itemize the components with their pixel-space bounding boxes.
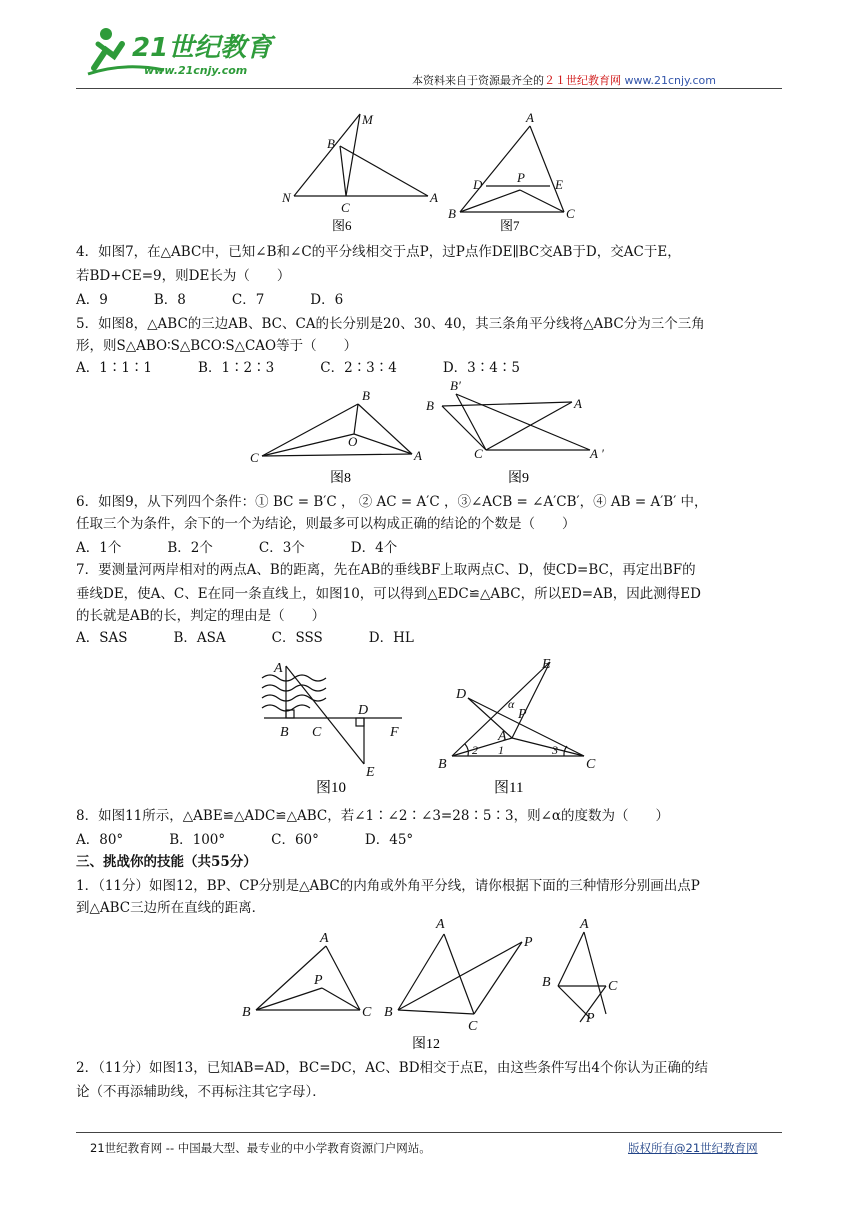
q8-option-b: B．100° — [169, 832, 226, 848]
figure-8-9 — [244, 378, 614, 490]
fig11-label-1: 1 — [498, 743, 504, 757]
q4-text-2: 若BD+CE=9，则DE长为（ ） — [76, 268, 291, 284]
header-source: 本资料来自于资源最齐全的２１世纪教育网 www.21cnjy.com — [412, 74, 716, 87]
q4-option-c: C．7 — [231, 292, 265, 308]
fig8-label-B: B — [362, 388, 370, 403]
fig9-caption: 图9 — [508, 471, 529, 486]
s1-text-1: 1．（11分）如图12，BP、CP分别是△ABC的内角或外角平分线，请你根据下面的三种情形分别画出点P — [76, 878, 700, 894]
fig12b-label-C: C — [468, 1019, 478, 1034]
fig10-label-A: A — [274, 661, 283, 676]
s2-text-2: 论（不再添辅助线，不再标注其它字母）． — [76, 1084, 326, 1100]
fig7-label-A: A — [526, 110, 534, 125]
q4-text-1: 4．如图7，在△ABC中，已知∠B和∠C的平分线相交于点P，过P点作DE∥BC交AB于D，交AC于E， — [76, 244, 681, 260]
site-logo — [84, 14, 284, 84]
fig12b-label-B: B — [384, 1005, 393, 1020]
fig11-label-3: 3 — [552, 743, 558, 757]
figure-6-7 — [270, 108, 610, 232]
q6-text-1: 6．如图9，从下列四个条件：① BC = B′C ， ② AC = A′C ，③∠ACB = ∠A′CB′，④ AB = A′B′ 中， — [76, 494, 708, 510]
fig12b-label-P: P — [524, 935, 533, 950]
q4-option-b: B．8 — [153, 292, 186, 308]
header-rule — [76, 88, 782, 89]
logo-text: 21世纪教育 — [132, 33, 273, 63]
fig12b-label-A: A — [436, 917, 445, 932]
fig12a-label-A: A — [320, 931, 329, 946]
fig12a-label-C: C — [362, 1005, 372, 1020]
q7-text-3: 的长就是AB的长，判定的理由是（ ） — [76, 608, 326, 624]
fig9-label-B-prime: B′ — [450, 378, 461, 393]
fig10-caption: 图10 — [316, 780, 347, 796]
figure-12 — [234, 914, 624, 1054]
fig12a-label-B: B — [242, 1005, 251, 1020]
figure-10-11 — [246, 652, 616, 800]
fig11-label-alpha: α — [508, 697, 515, 711]
q8-option-d: D．45° — [364, 832, 414, 848]
q8-options — [76, 830, 459, 850]
fig6-label-B: B — [327, 136, 335, 151]
q5-option-b: B．1∶2∶3 — [198, 360, 275, 376]
q8-option-c: C．60° — [271, 832, 319, 848]
q6-options — [76, 538, 443, 558]
q6-text-2: 任取三个为条件，余下的一个为结论，则最多可以构成正确的结论的个数是（ ） — [76, 516, 576, 532]
fig12c-label-C: C — [608, 979, 618, 994]
fig6-label-C: C — [341, 200, 350, 215]
fig11-label-B: B — [438, 757, 447, 772]
q7-option-a: A．SAS — [76, 630, 128, 646]
fig11-caption: 图11 — [494, 780, 524, 796]
fig10-label-F: F — [390, 725, 399, 740]
fig12a-label-P: P — [314, 973, 323, 988]
fig11-label-2: 2 — [472, 743, 478, 757]
fig8-label-A: A — [414, 448, 422, 463]
q6-option-a: A．1个 — [76, 540, 122, 556]
fig12-caption: 图12 — [412, 1037, 440, 1052]
q4-options — [76, 290, 389, 310]
q6-option-b: B．2个 — [167, 540, 213, 556]
fig12c-label-A: A — [580, 917, 589, 932]
q8-option-a: A．80° — [76, 832, 124, 848]
fig7-caption: 图7 — [500, 218, 520, 232]
fig7-label-D: D — [473, 177, 483, 192]
fig7-label-P: P — [517, 170, 525, 185]
fig11-label-E: E — [542, 657, 551, 672]
fig12c-label-P: P — [586, 1011, 595, 1026]
fig9-label-B: B — [426, 398, 434, 413]
footer-copyright-link[interactable]: 版权所有@21世纪教育网 — [628, 1141, 758, 1155]
q7-option-c: C．SSS — [271, 630, 323, 646]
q5-option-d: D．3∶4∶5 — [442, 360, 520, 376]
s1-text-2: 到△ABC三边所在直线的距离． — [76, 900, 266, 916]
source-site-link[interactable]: ２１世纪教育网 — [544, 74, 621, 87]
s2-text-1: 2．（11分）如图13，已知AB=AD，BC=DC，AC、BD相交于点E，由这些条件写出4个你认为正确的结 — [76, 1060, 708, 1076]
fig6-label-N: N — [282, 190, 291, 205]
fig10-label-C: C — [312, 725, 322, 740]
fig7-label-E: E — [555, 177, 563, 192]
fig11-label-C: C — [586, 757, 596, 772]
q6-option-c: C．3个 — [258, 540, 305, 556]
fig9-label-C: C — [474, 446, 483, 461]
footer-rule — [76, 1132, 782, 1133]
fig7-label-B: B — [448, 206, 456, 221]
fig8-label-O: O — [348, 434, 358, 449]
logo-url: www.21cnjy.com — [144, 64, 248, 77]
q5-options — [76, 358, 566, 378]
fig11-label-P: P — [518, 707, 527, 722]
q7-text-2: 垂线DE，使A、C、E在同一条直线上，如图10，可以得到△EDC≌△ABC，所以ED=AB，因此测得ED — [76, 586, 701, 602]
q5-option-c: C．2∶3∶4 — [320, 360, 397, 376]
q7-option-b: B．ASA — [173, 630, 226, 646]
q5-text-1: 5．如图8，△ABC的三边AB、BC、CA的长分别是20、30、40，其三条角平分线将△ABC分为三个三角 — [76, 316, 705, 332]
fig8-label-C: C — [250, 450, 259, 465]
fig8-caption: 图8 — [330, 471, 351, 486]
fig11-label-A: A — [498, 729, 507, 744]
q6-option-d: D．4个 — [350, 540, 398, 556]
q7-option-d: D．HL — [368, 630, 414, 646]
fig7-label-C: C — [566, 206, 575, 221]
fig9-label-A: A — [574, 396, 582, 411]
source-url-link[interactable]: www.21cnjy.com — [624, 74, 716, 87]
section-3-heading: 三、挑战你的技能（共55分） — [76, 854, 257, 870]
fig10-label-D: D — [358, 703, 369, 718]
fig6-label-M: M — [362, 112, 373, 127]
q5-option-a: A．1∶1∶1 — [76, 360, 153, 376]
fig10-label-B: B — [280, 725, 289, 740]
fig10-label-E: E — [366, 765, 375, 780]
fig6-label-A: A — [430, 190, 438, 205]
q7-options — [76, 628, 460, 648]
q5-text-2: 形，则S△ABO∶S△BCO∶S△CAO等于（ ） — [76, 338, 358, 354]
fig6-caption: 图6 — [332, 218, 352, 232]
q7-text-1: 7．要测量河两岸相对的两点A、B的距离，先在AB的垂线BF上取两点C、D，使CD=BC，再定出BF的 — [76, 562, 696, 578]
fig12c-label-B: B — [542, 975, 551, 990]
footer-text: 21世纪教育网 -- 中国最大型、最专业的中小学教育资源门户网站。 — [90, 1141, 431, 1155]
q8-text-1: 8．如图11所示，△ABE≌△ADC≌△ABC，若∠1∶∠2∶∠3=28∶5∶3，则∠α的度数为（ ） — [76, 808, 670, 824]
q4-option-a: A．9 — [76, 292, 108, 308]
fig9-label-A-prime: A ′ — [590, 446, 604, 461]
q4-option-d: D．6 — [310, 292, 344, 308]
fig11-label-D: D — [456, 687, 467, 702]
